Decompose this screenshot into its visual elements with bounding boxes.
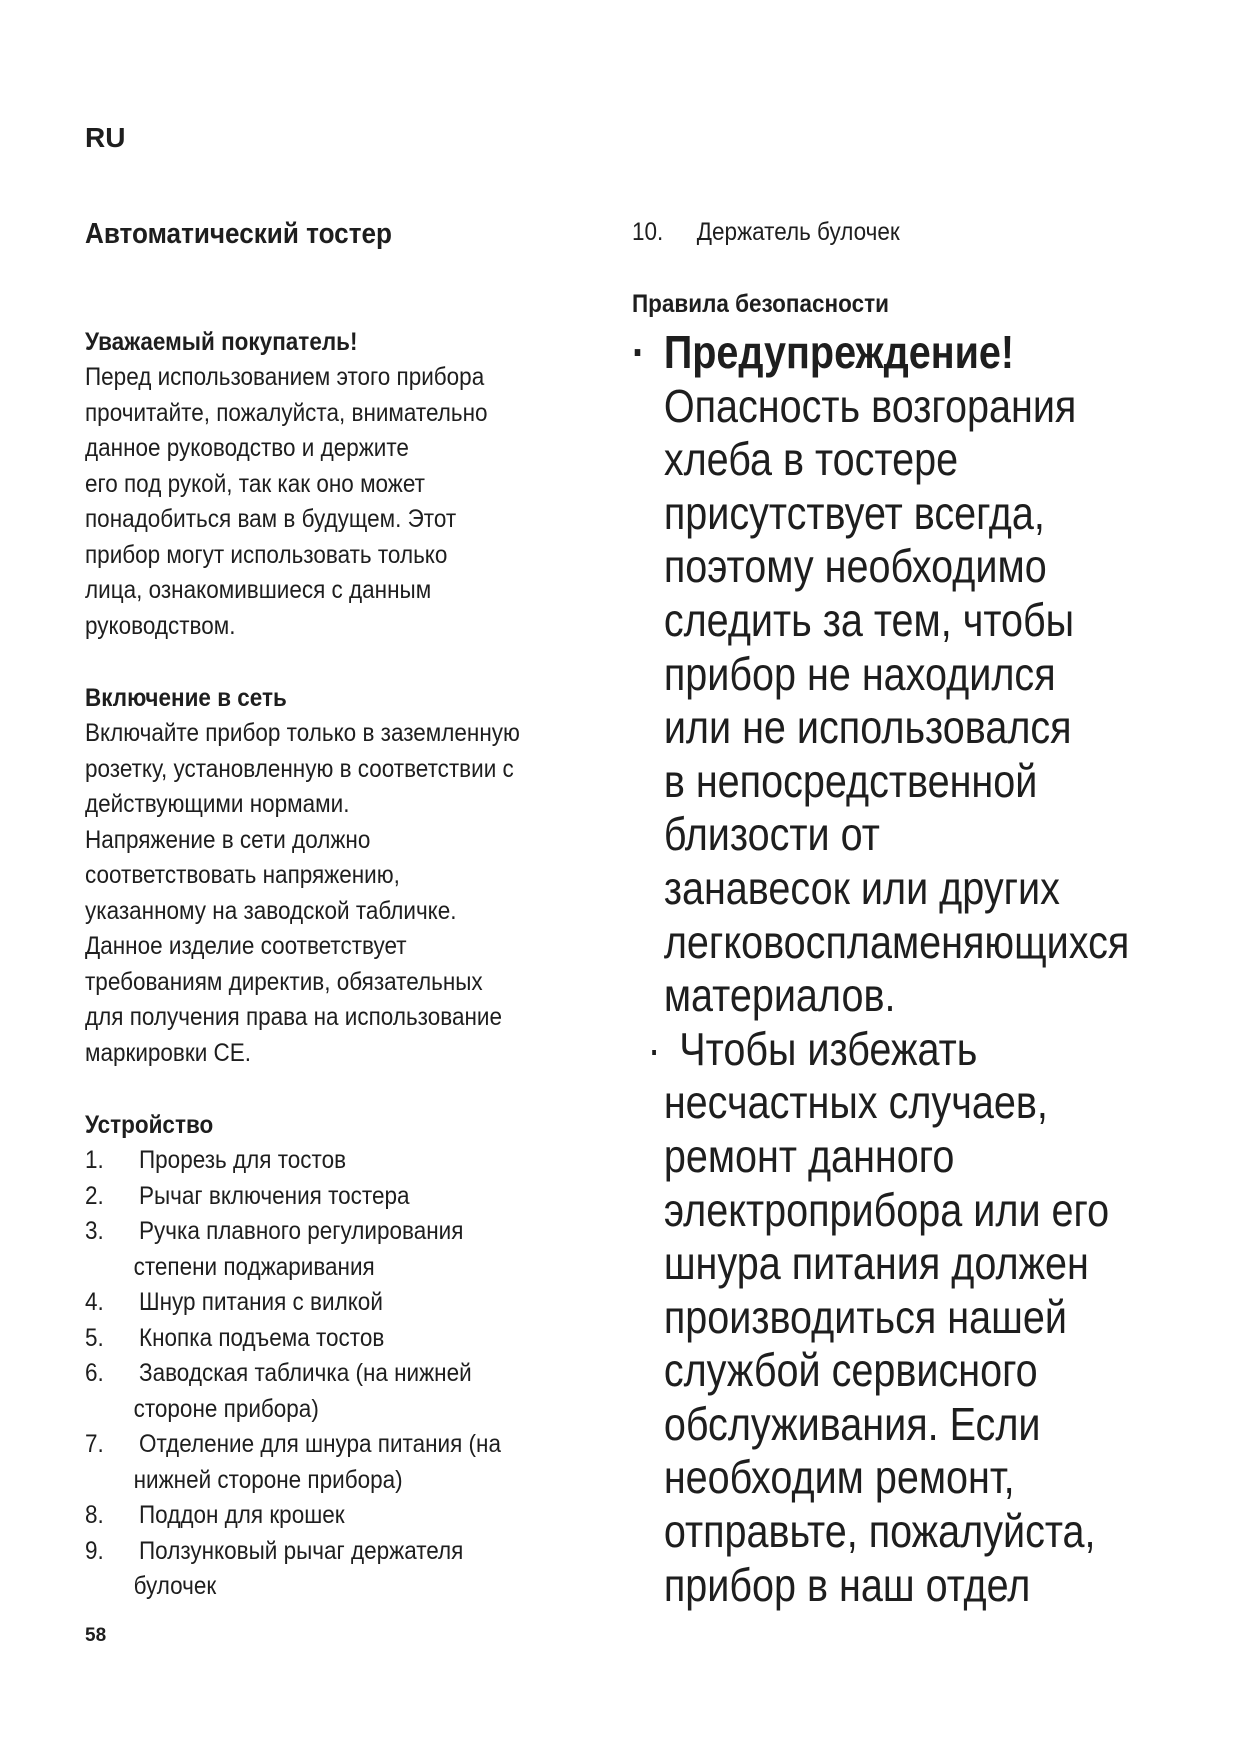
warning-line: присутствует всегда,	[663, 486, 1045, 539]
item-number: 3.	[85, 1217, 104, 1245]
item-text: Ползунковый рычаг держателя	[139, 1536, 464, 1565]
intro-section	[85, 324, 615, 644]
intro-line: Перед использованием этого прибора	[85, 363, 485, 391]
item-text: Кнопка подъема тостов	[139, 1323, 385, 1352]
power-section	[85, 680, 615, 1071]
list-item	[85, 1534, 562, 1605]
power-line: требованиям директив, обязательных	[85, 967, 483, 996]
warning-title-line	[632, 326, 1129, 380]
intro-line: его под рукой, так как оно может	[85, 469, 425, 498]
warning-line: прибор не находился	[663, 647, 1056, 700]
item-text: Отделение для шнура питания (на	[139, 1430, 501, 1458]
power-line: Напряжение в сети должно	[85, 825, 371, 854]
warning-line: поэтому необходимо	[663, 540, 1047, 593]
list-item	[85, 1143, 562, 1179]
item-text-cont: нижней стороне прибора)	[133, 1465, 403, 1494]
language-code: RU	[85, 122, 126, 153]
device-parts-list	[85, 1143, 562, 1605]
warning-line: в непосредственной	[663, 754, 1038, 807]
list-item	[85, 1285, 562, 1321]
power-line: соответствовать напряжению,	[85, 861, 400, 889]
list-item	[85, 1356, 562, 1427]
item-text-cont: степени поджаривания	[133, 1252, 375, 1281]
list-item	[85, 1498, 562, 1534]
list-item	[85, 1321, 562, 1357]
page-title: Автоматический тостер	[85, 218, 392, 250]
list-item	[85, 1427, 562, 1498]
power-text	[85, 716, 562, 1071]
intro-line: лица, ознакомившиеся с данным	[85, 576, 432, 604]
item-text: Держатель булочек	[696, 218, 900, 246]
item-number: 9.	[85, 1536, 104, 1565]
device-section	[85, 1107, 615, 1605]
list-item	[85, 1214, 562, 1285]
power-heading: Включение в сеть	[85, 684, 287, 712]
item-number: 6.	[85, 1359, 104, 1387]
second-rule-first-line	[632, 1023, 1129, 1077]
warning-line: занавесок или других	[663, 861, 1060, 914]
power-line: для получения права на использование	[85, 1003, 502, 1031]
item-text: Ручка плавного регулирования	[139, 1217, 464, 1245]
second-rule-line: ремонт данного	[663, 1129, 955, 1182]
intro-line: данное руководство и держите	[85, 434, 409, 462]
warning-line: хлеба в тостере	[663, 433, 959, 486]
second-rule-text: Чтобы избежать	[679, 1022, 978, 1075]
item-text-cont: стороне прибора)	[133, 1394, 319, 1423]
intro-text	[85, 360, 562, 644]
list-item	[85, 1179, 562, 1215]
warning-line: материалов.	[663, 969, 896, 1022]
intro-line: руководством.	[85, 611, 236, 640]
second-rule-line: электроприбора или его	[663, 1183, 1110, 1236]
power-line: розетку, установленную в соответствии с	[85, 754, 514, 783]
second-rule-line: необходим ремонт,	[663, 1451, 1015, 1504]
warning-line: близости от	[663, 808, 880, 861]
item-number: 1.	[85, 1146, 104, 1174]
item-text: Поддон для крошек	[139, 1501, 345, 1529]
item-text: Шнур питания с вилкой	[139, 1288, 383, 1316]
bullet-icon: ·	[647, 1022, 661, 1075]
power-line: Включайте прибор только в заземленную	[85, 719, 520, 747]
device-heading: Устройство	[85, 1111, 214, 1139]
warning-title: Предупреждение!	[663, 326, 1015, 378]
power-line: Данное изделие соответствует	[85, 932, 407, 960]
second-rule-line: прибор в наш отдел	[663, 1558, 1031, 1611]
item-text: Прорезь для тостов	[139, 1146, 347, 1174]
warning-line: легковоспламеняющихся	[663, 915, 1130, 968]
item-number: 7.	[85, 1430, 104, 1458]
power-line: действующими нормами.	[85, 790, 350, 818]
item-number: 4.	[85, 1288, 104, 1316]
second-rule-line: службой сервисного	[663, 1344, 1038, 1397]
second-rule-line: несчастных случаев,	[663, 1076, 1048, 1129]
second-rule-line: производиться нашей	[663, 1290, 1067, 1343]
item-number: 5.	[85, 1323, 104, 1352]
power-line: маркировки CE.	[85, 1038, 252, 1067]
warning-line: или не использовался	[663, 701, 1072, 754]
bullet-icon: ·	[632, 326, 646, 378]
page-number: 58	[85, 1625, 107, 1646]
second-rule-line: отправьте, пожалуйста,	[663, 1505, 1096, 1558]
item-number: 8.	[85, 1501, 104, 1529]
intro-line: прибор могут использовать только	[85, 540, 448, 569]
second-rule-line: шнура питания должен	[663, 1237, 1089, 1290]
item-text-cont: булочек	[133, 1572, 217, 1600]
warning-line: следить за тем, чтобы	[663, 593, 1075, 646]
safety-heading: Правила безопасности	[632, 290, 889, 318]
intro-line: понадобиться вам в будущем. Этот	[85, 505, 457, 533]
item-text: Заводская табличка (на нижней	[139, 1359, 472, 1387]
item-number: 10.	[632, 218, 664, 246]
item-number: 2.	[85, 1181, 104, 1210]
intro-line: прочитайте, пожалуйста, внимательно	[85, 398, 488, 427]
second-rule-line: обслуживания. Если	[663, 1397, 1041, 1450]
safety-warning-block	[632, 326, 1129, 1612]
power-line: указанному на заводской табличке.	[85, 896, 457, 925]
device-item-10	[632, 218, 900, 247]
warning-line: Опасность возгорания	[663, 379, 1077, 432]
item-text: Рычаг включения тостера	[139, 1181, 410, 1210]
intro-heading: Уважаемый покупатель!	[85, 328, 358, 356]
